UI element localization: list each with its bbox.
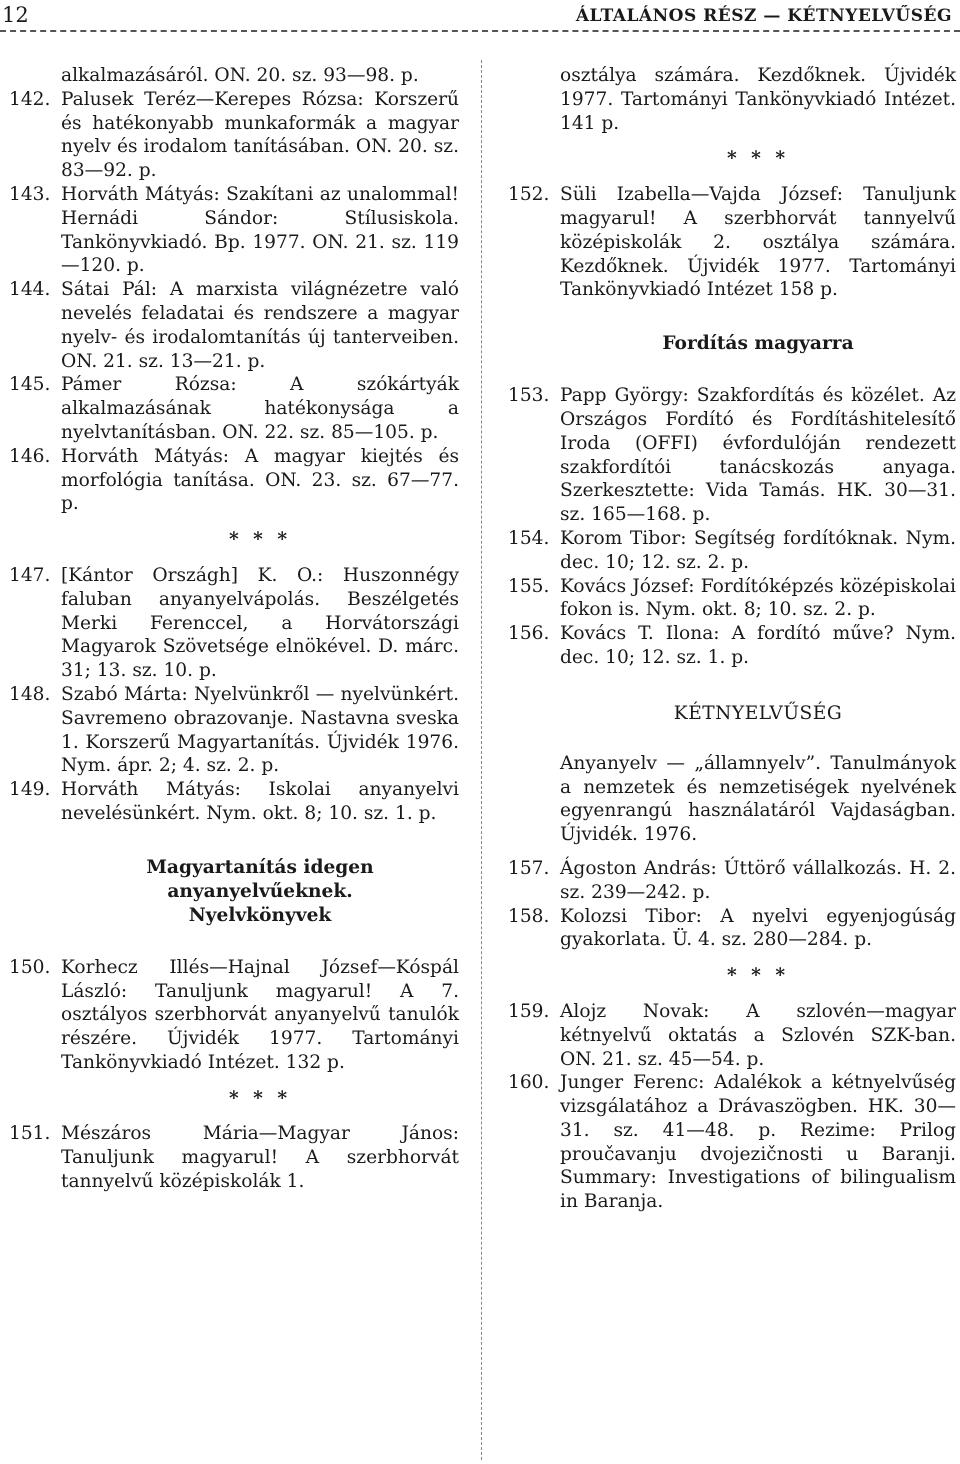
bibliography-entry bbox=[9, 778, 459, 826]
entry-number: 158. bbox=[508, 905, 550, 927]
bibliography-entry bbox=[9, 683, 459, 778]
entry-list bbox=[9, 956, 459, 1075]
entry-number: 160. bbox=[508, 1072, 550, 1094]
entry-text: Alojz Novak: A szlovén—magyar kétnyelvű oktatás a Szlovén SZK-ban. ON. 21. sz. 45—54. p. bbox=[560, 1000, 956, 1070]
running-head: ÁLTALÁNOS RÉSZ — KÉTNYELVŰSÉG bbox=[575, 6, 952, 26]
page-number: 12 bbox=[2, 3, 29, 27]
continuation-text: osztálya számára. Kezdőknek. Újvidék 1977. Tartományi Tankönyvkiadó Intézet. 141 p. bbox=[560, 65, 956, 134]
entry-text: Kovács József: Fordítóképzés középiskolai fokon is. Nym. okt. 8; 10. sz. 2. p. bbox=[560, 575, 956, 621]
entry-number: 153. bbox=[508, 385, 550, 407]
entry-number: 145. bbox=[9, 374, 51, 396]
entry-text: Horváth Mátyás: Szakítani az unalommal! Hernádi Sándor: Stílusiskola. Tankönyvkiadó. Bp. 1977. ON. 21. sz. 119—120. p. bbox=[61, 183, 459, 277]
entry-number: 151. bbox=[9, 1123, 51, 1145]
entry-text: Süli Izabella—Vajda József: Tanuljunk magyarul! A szerbhorvát tannyelvű középiskolák 2. osztálya számára. Kezdőknek. Újvidék 1977. Tartományi Tankönyvkiadó Intézet 158 p. bbox=[560, 184, 956, 301]
section-heading-line: Nyelvkönyvek bbox=[188, 904, 332, 926]
bibliography-entry bbox=[9, 445, 459, 516]
entry-number: 144. bbox=[9, 279, 51, 301]
section-heading-line: anyanyelvűeknek. bbox=[167, 880, 353, 902]
entry-number: 152. bbox=[508, 184, 550, 206]
entry-number: 148. bbox=[9, 683, 51, 705]
entry-number: 146. bbox=[9, 445, 51, 467]
continuation-text: alkalmazásáról. ON. 20. sz. 93—98. p. bbox=[61, 65, 419, 86]
entry-number: 159. bbox=[508, 1000, 550, 1022]
page-header bbox=[0, 0, 960, 32]
bibliography-entry bbox=[9, 956, 459, 1075]
bibliography-entry bbox=[508, 905, 956, 953]
bibliography-entry bbox=[9, 564, 459, 683]
bibliography-entry bbox=[508, 1071, 956, 1214]
entry-text: Horváth Mátyás: Iskolai anyanyelvi nevelésünkért. Nym. okt. 8; 10. sz. 1. p. bbox=[61, 779, 459, 824]
separator-stars: * * * bbox=[228, 529, 292, 551]
entry-text: Junger Ferenc: Adalékok a kétnyelvűség vizsgálatához a Drávaszögben. HK. 30—31. sz. 41—48. p. Rezime: Prilog proučavanju dvojezičnosti u Baranji. Summary: Investigations of bilingualism in Baranja. bbox=[560, 1072, 956, 1213]
entry-text: [Kántor Országh] K. O.: Huszonnégy faluban anyanyelvápolás. Beszélgetés Merki Ferenccel, a Horvátországi Magyarok Szövetsége elnökével. D. márc. 31; 13. sz. 10. p. bbox=[61, 564, 459, 682]
entry-text: Horváth Mátyás: A magyar kiejtés és morfológia tanítása. ON. 23. sz. 67—77. p. bbox=[61, 445, 459, 515]
entry-list bbox=[9, 1122, 459, 1193]
bibliography-entry bbox=[9, 88, 459, 183]
section-intro: Anyanyelv — „államnyelv”. Tanulmányok a nemzetek és nemzetiségek nyelvének egyenrangú használatáról Vajdaságban. Újvidék. 1976. bbox=[560, 752, 956, 846]
entry-text: Ágoston András: Úttörő vállalkozás. H. 2. sz. 239—242. p. bbox=[560, 857, 956, 903]
section-heading bbox=[61, 856, 459, 928]
left-column bbox=[9, 64, 459, 1194]
entry-number: 149. bbox=[9, 779, 51, 801]
bibliography-entry bbox=[508, 857, 956, 905]
bibliography-entry bbox=[508, 183, 956, 302]
entry-list bbox=[9, 564, 459, 826]
entry-number: 156. bbox=[508, 623, 550, 645]
separator-stars: * * * bbox=[726, 148, 790, 170]
column-divider bbox=[481, 60, 482, 1460]
entry-text: Korhecz Illés—Hajnal József—Kóspál László: Tanuljunk magyarul! A 7. osztályos szerbhorvát anyanyelvű tanulók részére. Újvidék 1977. Tartományi Tankönyvkiadó Intézet. 132 p. bbox=[61, 956, 459, 1073]
entry-text: Palusek Teréz—Kerepes Rózsa: Korszerű és hatékonyabb munkaformák a magyar nyelv és irodalom tanításában. ON. 20. sz. 83—92. p. bbox=[61, 88, 459, 182]
bibliography-entry bbox=[508, 575, 956, 623]
entry-text: Kovács T. Ilona: A fordító műve? Nym. dec. 10; 12. sz. 1. p. bbox=[560, 623, 956, 668]
entry-number: 142. bbox=[9, 88, 51, 110]
entry-number: 150. bbox=[9, 956, 51, 978]
entry-list bbox=[508, 183, 956, 302]
section-heading: KÉTNYELVŰSÉG bbox=[673, 702, 843, 724]
separator-stars: * * * bbox=[726, 965, 790, 987]
entry-text: Pámer Rózsa: A szókártyák alkalmazásának hatékonysága a nyelvtanításban. ON. 22. sz. 85—105. p. bbox=[61, 374, 459, 443]
entry-number: 157. bbox=[508, 857, 550, 879]
bibliography-entry bbox=[9, 1122, 459, 1193]
entry-number: 147. bbox=[9, 564, 51, 586]
section-heading-line: Magyartanítás idegen bbox=[146, 856, 374, 878]
entry-list bbox=[9, 88, 459, 516]
bibliography-entry bbox=[9, 183, 459, 278]
section-heading: Fordítás magyarra bbox=[662, 333, 854, 355]
entry-list bbox=[508, 857, 956, 952]
entry-text: Papp György: Szakfordítás és közélet. Az Országos Fordító és Fordításhitelesítő Iroda (OFFI) évfordulóján rendezett szakfordítói tanácskozás anyaga. Szerkesztette: Vida Tamás. HK. 30—31. sz. 165—168. p. bbox=[560, 385, 956, 526]
entry-list bbox=[508, 384, 956, 670]
separator-stars: * * * bbox=[228, 1087, 292, 1109]
entry-text: Szabó Márta: Nyelvünkről — nyelvünkért. Savremeno obrazovanje. Nastavna sveska 1. Korszerű Magyartanítás. Újvidék 1976. Nym. ápr. 2; 4. sz. 2. p. bbox=[61, 683, 459, 777]
entry-text: Mészáros Mária—Magyar János: Tanuljunk magyarul! A szerbhorvát tannyelvű középiskolák 1. bbox=[61, 1123, 459, 1193]
entry-number: 154. bbox=[508, 527, 550, 549]
bibliography-entry bbox=[508, 384, 956, 527]
entry-text: Kolozsi Tibor: A nyelvi egyenjogúság gyakorlata. Ü. 4. sz. 280—284. p. bbox=[560, 905, 956, 951]
entry-text: Sátai Pál: A marxista világnézetre való nevelés feladatai és rendszere a magyar nyelv- és irodalomtanítás új tanterveiben. ON. 21. sz. 13—21. p. bbox=[61, 279, 459, 372]
bibliography-entry bbox=[508, 1000, 956, 1071]
bibliography-entry bbox=[9, 373, 459, 444]
right-column bbox=[508, 64, 956, 1214]
bibliography-entry bbox=[508, 527, 956, 575]
bibliography-entry bbox=[9, 278, 459, 373]
entry-list bbox=[508, 1000, 956, 1214]
entry-text: Korom Tibor: Segítség fordítóknak. Nym. dec. 10; 12. sz. 2. p. bbox=[560, 527, 956, 573]
bibliography-entry bbox=[508, 622, 956, 670]
entry-number: 155. bbox=[508, 575, 550, 597]
entry-number: 143. bbox=[9, 183, 51, 205]
